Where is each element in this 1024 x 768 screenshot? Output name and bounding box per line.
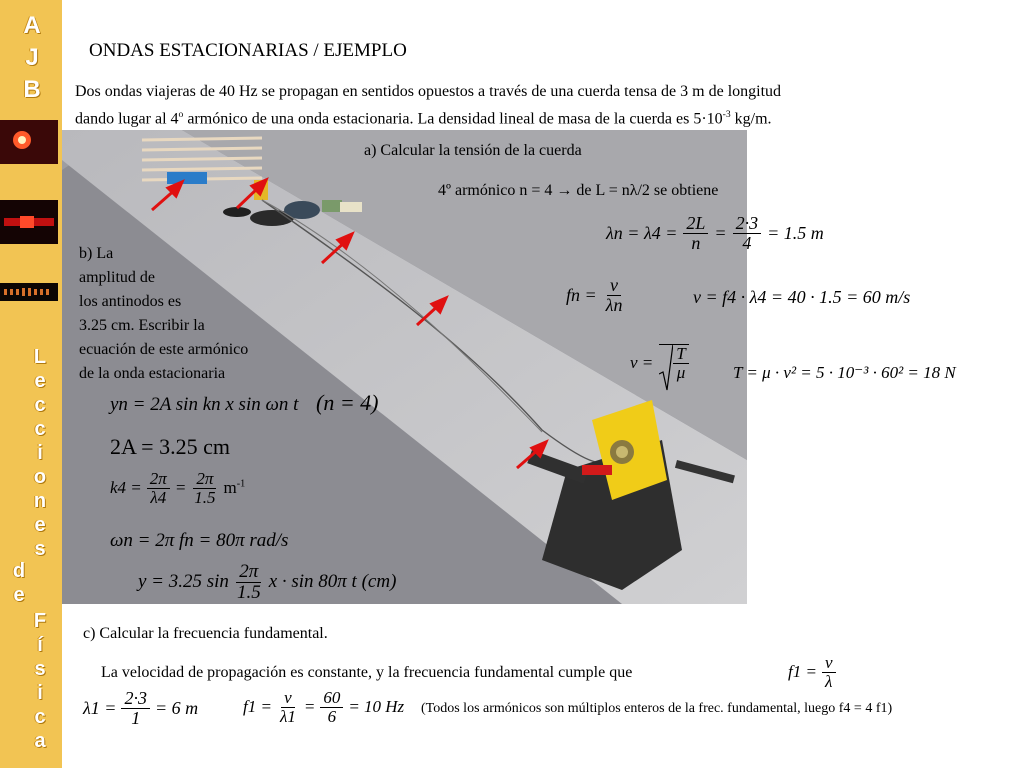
standing-wave-general-equation: yn = 2A sin kn x sin ωn t [110,394,299,415]
series-letter: c [34,418,46,440]
series-letter: e [34,514,46,536]
fundamental-frequency-definition: f1 = $\frac{v}{\lambda}$ [788,654,836,691]
harmonic-line: 4º armónico n = 4 → de L = nλ/2 se obtiene [438,182,719,199]
part-b-text: b) La amplitud de los antinodos es 3.25 cm. Escribir la ecuación de este armónico de la onda estacionaria [79,245,249,382]
thumbnail-spectrum [0,283,58,301]
series-letter: F [33,610,47,632]
series-letter: i [37,442,43,464]
series-letter: í [37,634,43,656]
harmonic-number: (n = 4) [316,390,379,415]
wavenumber-equation: k4 = $\frac{2\pi}{\lambda 4}$ = $\frac{2\pi}{1.5}$ $m^{-1}$ [110,469,246,507]
series-letter: a [34,730,46,752]
problem-line-2: dando lugar al 4$^o$ armónico de una onda estacionaria. La densidad lineal de masa de la cuerda es $5\cdot 10^{-3}$ kg/m. [75,109,772,128]
fundamental-frequency-equation: f1 = $\frac{v}{\lambda 1}$ = $\frac{60}{6}$ = 10 Hz [243,688,405,726]
frequency-equation: fn = $\frac{v}{\lambda n}$ [566,275,623,315]
part-c-heading: c) Calcular la frecuencia fundamental. [83,625,328,642]
part-a-heading: a) Calcular la tensión de la cuerda [364,142,582,159]
logo-letter: B [23,76,41,103]
sqrt-velocity-equation: v = $\frac{T}{\mu}$ [630,344,689,382]
logo-letter: A [23,12,41,39]
velocity-equation: v = f4 · λ4 = 40 · 1.5 = 60 m/s [693,287,911,307]
harmonics-note: (Todos los armónicos son múltiplos enteros de la frec. fundamental, luego f4 = 4 f1) [421,701,893,716]
series-letter: i [37,682,43,704]
series-letter: s [34,538,46,560]
series-letter: L [33,346,47,368]
series-letter: s [34,658,46,680]
series-letter: c [34,394,46,416]
problem-line-1: Dos ondas viajeras de 40 Hz se propagan en sentidos opuestos a través de una cuerda tensa de 3 m de longitud [75,83,782,100]
slide-title: ONDAS ESTACIONARIAS / EJEMPLO [89,40,407,61]
series-letter: e [13,584,25,606]
series-letter: d [12,560,26,582]
series-letter: e [34,370,46,392]
lambda-equation: λn = λ4 = $\frac{2L}{n}$ = $\frac{2\cdot 3}{4}$ = 1.5 m [606,213,824,253]
thumbnail-red-fringes [0,200,58,244]
amplitude-equation: 2A = 3.25 cm [110,434,230,459]
tension-equation: T = μ · v² = 5 · 10⁻³ · 60² = 18 N [733,363,956,382]
series-letter: o [33,466,47,488]
part-c-text: La velocidad de propagación es constante, y la frecuencia fundamental cumple que [101,664,633,681]
standing-wave-equation: y = 3.25 sin $\frac{2\pi}{1.5}$ x · sin 80π t (cm) [138,561,397,603]
logo-letter: J [25,44,39,71]
angular-frequency-equation: ωn = 2π fn = 80π rad/s [110,530,289,551]
sidebar [0,0,62,768]
series-letter: n [33,490,47,512]
problem-statement [75,80,975,130]
series-letter: c [34,706,46,728]
thumbnail-red-glow [0,120,58,164]
fundamental-wavelength-equation: λ1 = $\frac{2\cdot 3}{1}$ = 6 m [83,688,199,728]
